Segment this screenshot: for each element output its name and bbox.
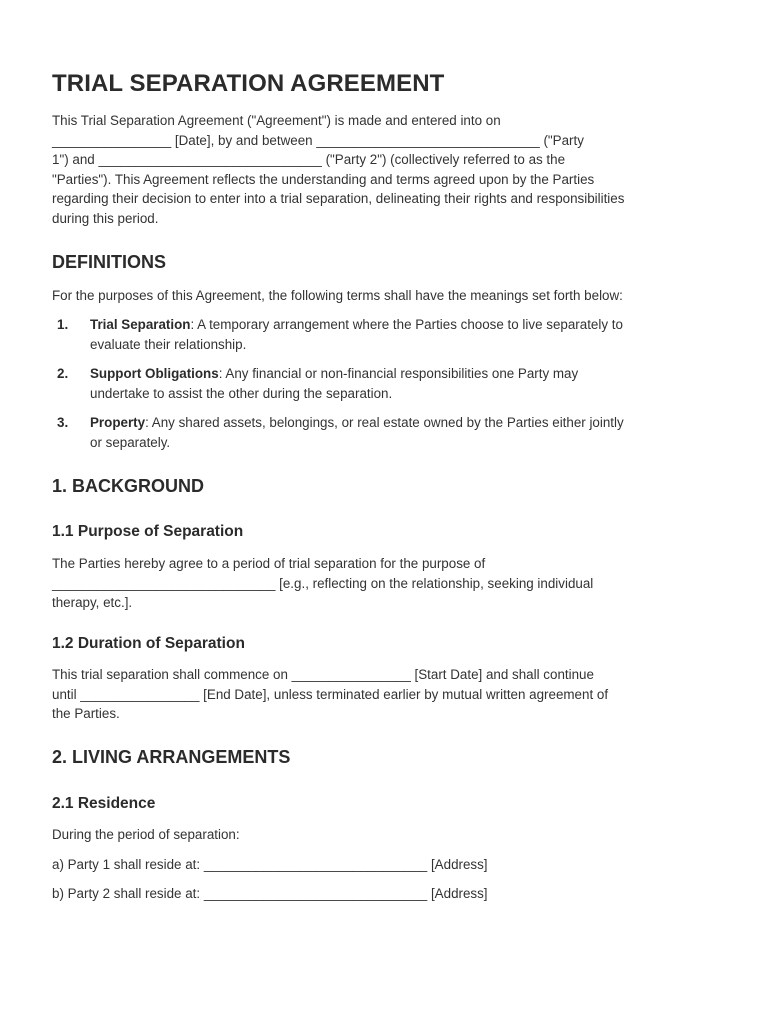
intro-line: This Trial Separation Agreement ("Agreement") is made and entered into on [52, 113, 501, 128]
duration-line: until ________________ [End Date], unless terminated earlier by mutual written agreement of [52, 686, 609, 702]
intro-line: ________________ [Date], by and between ______________________________ ("Party [52, 132, 584, 148]
purpose-line: therapy, etc.]. [52, 595, 133, 611]
definition-term: Trial Separation [90, 317, 191, 332]
definition-text: : Any financial or non-financial responsibilities one Party may [218, 366, 579, 381]
intro-line: "Parties"). This Agreement reflects the understanding and terms agreed upon by the Parties [52, 171, 595, 187]
definition-term: Support Obligations [90, 366, 219, 381]
definition-number: 1. [57, 317, 69, 332]
party2-residence [52, 884, 720, 904]
background-heading: 1. BACKGROUND [52, 476, 205, 496]
purpose-heading: 1.1 Purpose of Separation [52, 523, 244, 540]
party2-residence-text: b) Party 2 shall reside at: ______________________________ [Address] [52, 886, 488, 901]
definition-text: : A temporary arrangement where the Parties choose to live separately to [190, 317, 623, 332]
definitions-intro-text: For the purposes of this Agreement, the following terms shall have the meanings set forth below: [52, 288, 623, 303]
intro-line: during this period. [52, 210, 159, 226]
definition-text: or separately. [90, 434, 171, 450]
duration-line: the Parties. [52, 706, 120, 722]
document-title: TRIAL SEPARATION AGREEMENT [52, 70, 445, 97]
definition-number: 3. [57, 415, 69, 430]
definition-text: evaluate their relationship. [90, 336, 247, 352]
duration-heading: 1.2 Duration of Separation [52, 635, 245, 652]
definition-text: : Any shared assets, belongings, or real estate owned by the Parties either jointly [145, 415, 624, 430]
intro-line: 1") and ______________________________ ("Party 2") (collectively referred to as the [52, 152, 566, 168]
living-arrangements-heading: 2. LIVING ARRANGEMENTS [52, 747, 291, 767]
party1-residence-text: a) Party 1 shall reside at: ______________________________ [Address] [52, 857, 488, 872]
definitions-intro [52, 286, 720, 306]
purpose-line: ______________________________ [e.g., reflecting on the relationship, seeking individual [52, 575, 594, 591]
residence-intro-text: During the period of separation: [52, 827, 240, 842]
definition-text: undertake to assist the other during the separation. [90, 385, 393, 401]
intro-line: regarding their decision to enter into a trial separation, delineating their rights and responsibilities [52, 191, 625, 207]
purpose-paragraph [52, 554, 720, 613]
duration-paragraph [52, 665, 720, 724]
definition-number: 2. [57, 366, 69, 381]
residence-heading: 2.1 Residence [52, 795, 156, 812]
definitions-heading: DEFINITIONS [52, 252, 167, 272]
intro-paragraph [52, 111, 720, 229]
definition-term: Property [90, 415, 146, 430]
party1-residence [52, 855, 720, 875]
residence-intro [52, 825, 720, 845]
duration-line: This trial separation shall commence on ________________ [Start Date] and shall continue [52, 667, 594, 682]
purpose-line: The Parties hereby agree to a period of trial separation for the purpose of [52, 556, 486, 571]
